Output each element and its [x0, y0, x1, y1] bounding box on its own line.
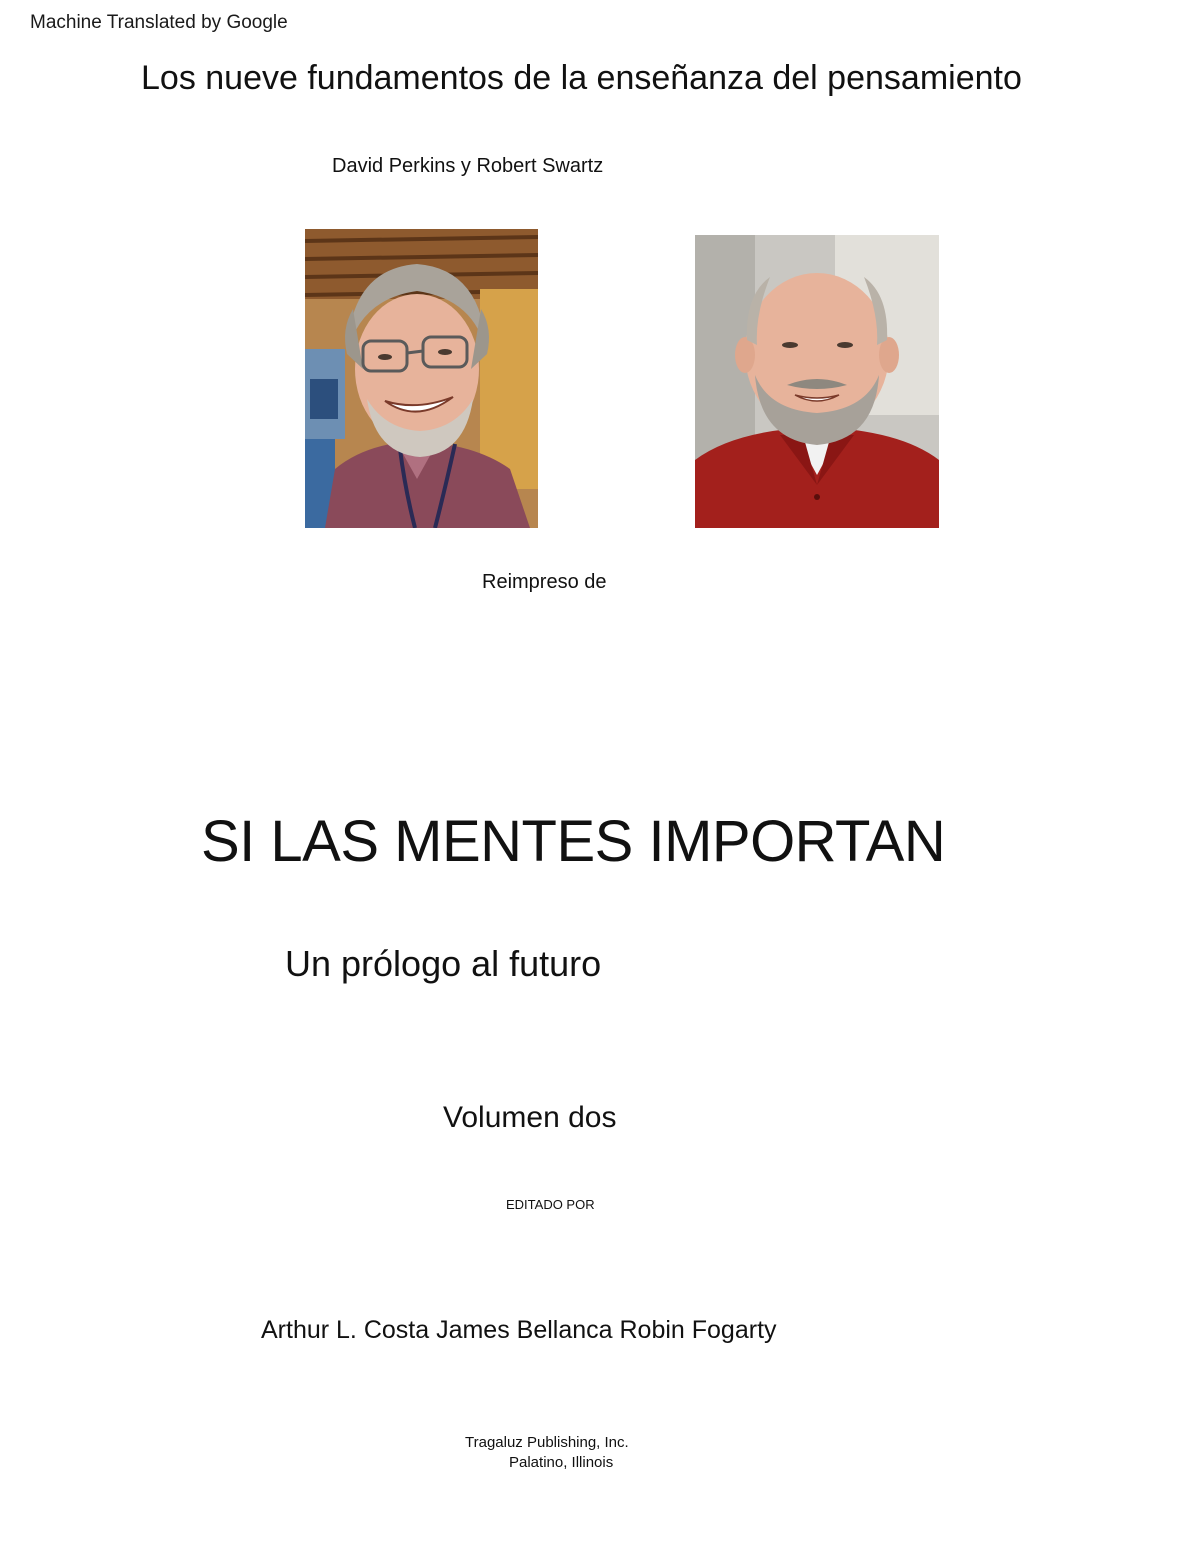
edited-by-label: EDITADO POR	[506, 1197, 595, 1212]
reprinted-from-label: Reimpreso de	[482, 571, 607, 593]
document-title: Los nueve fundamentos de la enseñanza del pensamiento	[141, 59, 1022, 97]
publisher-name: Tragaluz Publishing, Inc.	[465, 1434, 629, 1451]
author-photo-perkins	[305, 229, 538, 528]
volume-label: Volumen dos	[443, 1101, 617, 1134]
book-title: SI LAS MENTES IMPORTAN	[201, 809, 946, 874]
machine-translated-label: Machine Translated by Google	[30, 12, 288, 33]
book-subtitle: Un prólogo al futuro	[285, 943, 602, 984]
editors-line: Arthur L. Costa James Bellanca Robin Fogarty	[261, 1316, 777, 1344]
author-photo-swartz	[695, 235, 939, 528]
authors-line: David Perkins y Robert Swartz	[332, 155, 604, 177]
publisher-city: Palatino, Illinois	[509, 1454, 614, 1471]
